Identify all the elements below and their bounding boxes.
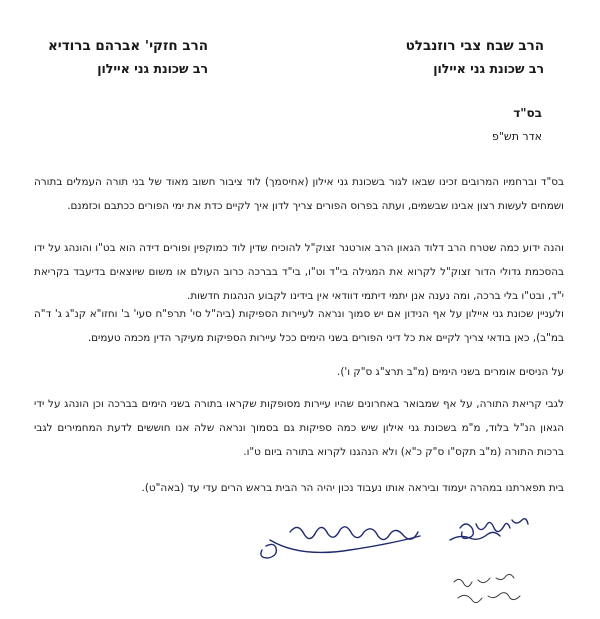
rabbi-left-title: רב שכונת גני איילון <box>97 61 208 76</box>
header-rabbi-left <box>48 38 208 77</box>
paragraph-2: והנה ידוע כמה שטרח הרב דלוד הגאון הרב אורטנר זצוק"ל להוכיח שדין לוד כמוקפין ופורים דידה הוא בט"ו והונהג על ידו בהסכמת גדולי הדור זצוק"ל לקרוא את המגילה בי"ד וט"ו, בי"ד בברכה כרוב העולם או משום שיוצאים בדיעבד בקריאת י"ד, ובט"ו בלי ברכה, ומה נענה אנן יתמי דיתמי דוודאי אין בידינו לקבוע הנהגות חדשות. <box>34 242 564 302</box>
paragraph-5: לגבי קריאת התורה, על אף שמבואר באחרונים שהיו עיירות מסופקות שקראו בתורה בשני הימים בברכה וכן הונהג על ידי הגאון הנ"ל בלוד, מ"מ בשכונת גני אילון שיש כמה ספיקות גם בסמוך ונראה שלה אנו חוששים לדעת המחמירים לגבי ברכות התורה (מ"ב תקס"ו ס"ק כ"א) ולא הנהגנו לקרוא בתורה ביום ט"ו. <box>34 398 564 458</box>
header-rabbi-right <box>406 38 544 77</box>
letter-date: אדר תש"פ <box>491 130 542 143</box>
paragraph-4: על הניסים אומרים בשני הימים (מ"ב תרצ"ג ס"ק ו'). <box>337 366 564 378</box>
bsd-heading: בס"ד <box>513 106 542 120</box>
rabbi-right-title: רב שכונת גני איילון <box>433 61 544 76</box>
stamp-scribble <box>448 572 538 610</box>
paragraph-6: בית תפארתנו במהרה יעמוד וביראה אותו נעבוד נכון יהיה הר הבית בראש הרים עדי עד (באה"ט). <box>141 482 564 494</box>
paragraph-1: בס"ד וברחמיו המרובים זכינו שבאו לגור בשכונת גני אילון (אחיסמך) לוד ציבור חשוב מאוד של בני תורה העמלים בתורה ושמחים לעשות רצון אבינו שבשמים, ועתה בפרוס הפורים צריך לדון איך לקיים כדת את ימי הפורים ככתבם וכזמנם. <box>34 176 564 212</box>
rabbi-right-name: הרב שבח צבי רוזנבלט <box>405 38 544 54</box>
rabbi-left-name: הרב חזקי' אברהם ברודיא <box>47 38 208 54</box>
handwritten-signatures <box>250 510 550 570</box>
paragraph-3: ולעניין שכונת גני איילון על אף הנידון אם יש סמוך ונראה לעיירות הספיקות (ביה"ל סי' תרפ"ח סעי' ב' וחזו"א קנ"ג ג' ד"ה במ"ב), כאן בודאי צריך לקיים את כל דיני הפורים בשני הימים ככל עיירות הספיקות מעיקר הדין מכמה טעמים. <box>34 308 564 344</box>
